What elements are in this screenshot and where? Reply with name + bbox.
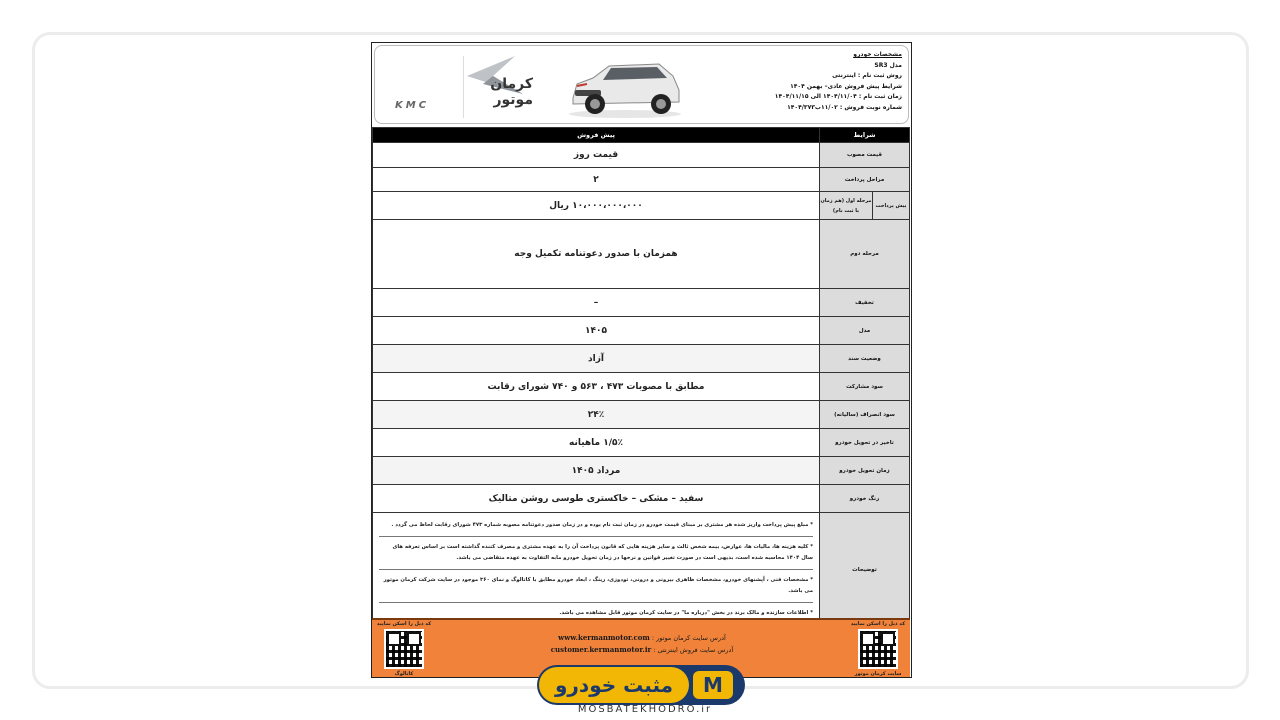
- row-label: تخفیف: [819, 289, 909, 317]
- conditions-table: [372, 127, 910, 627]
- table-header-row: [373, 128, 910, 143]
- website-url-link[interactable]: www.kermanmotor.com: [558, 633, 650, 642]
- table-row: [373, 192, 910, 220]
- row-value: آزاد: [373, 345, 820, 373]
- row-label: رنگ خودرو: [819, 485, 909, 513]
- car-image: [563, 56, 687, 120]
- row-value: –: [373, 289, 820, 317]
- row-value: ۲۴٪: [373, 401, 820, 429]
- kmc-logo-text: KMC: [395, 100, 430, 111]
- table-row: [373, 317, 910, 345]
- qr-caption-bottom: کاتالوگ: [394, 671, 414, 677]
- note-item: * مشخصات فنی ، آپشنهای خودرو، مشخصات ظاهری بیرونی و درونی، تودوزی، رینگ ، ابعاد خودرو مطابق با کاتالوگ و نمای ۳۶۰ موجود در سایت شرکت کرمان موتور می باشد.: [379, 570, 813, 603]
- row-label: مدل: [819, 317, 909, 345]
- table-row: [373, 457, 910, 485]
- note-item: * کلیه هزینه ها، مالیات ها، عوارض، بیمه شخص ثالث و سایر هزینه هایی که قانون پرداخت آن را به عهده مشتری و مصرف کننده گذاشته است بر اساس تعرفه های سال ۱۴۰۴ محاسبه شده است، بدیهی است در صورت تغییر قوانین و نرخها در زمان تحویل خودرو مابه التفاوت به عهده متقاضی می باشد.: [379, 537, 813, 570]
- table-row: [373, 168, 910, 192]
- notes-cell: [373, 513, 820, 627]
- vehicle-info-block: [774, 50, 902, 113]
- row-value: سفید – مشکی – خاکستری طوسی روشن متالیک: [373, 485, 820, 513]
- note-item: * مبلغ پیش پرداخت واریز شده هر مشتری بر مبنای قیمت خودرو در زمان ثبت نام بوده و در زمان صدور دعوتنامه مصوبه شماره ۴۷۳ شورای رقابت لحاظ می گردد .: [379, 515, 813, 537]
- table-row: [373, 143, 910, 168]
- table-row: [373, 289, 910, 317]
- sales-url-link[interactable]: customer.kermanmotor.ir: [550, 645, 652, 654]
- watermark-m-logo-icon: M: [693, 671, 733, 699]
- qr-code-catalog[interactable]: [384, 629, 424, 669]
- row-label: وضعیت سند: [819, 345, 909, 373]
- row-label: قیمت مصوب: [819, 143, 909, 168]
- conditions-line: شرایط پیش فروش عادی– بهمن ۱۴۰۴: [790, 82, 902, 90]
- row-label: مرحله اول (هم زمان با ثبت نام): [819, 192, 872, 220]
- info-title: مشخصات خودرو: [853, 51, 902, 58]
- watermark-url: MOSBATEKHODRO.ir: [577, 704, 713, 715]
- qr-caption-top: کد ذیل را اسکن نمایید: [850, 621, 906, 627]
- table-row: [373, 429, 910, 457]
- notes-label: توضیحات: [819, 513, 909, 627]
- row-value: ۱۰،۰۰۰،۰۰۰،۰۰۰ ریال: [373, 192, 820, 220]
- registration-time: زمان ثبت نام : ۱۴۰۴/۱۱/۰۴ الی ۱۴۰۴/۱۱/۱۵: [774, 93, 902, 100]
- table-row: [373, 485, 910, 513]
- qr-caption-top: کد ذیل را اسکن نمایید: [376, 621, 432, 627]
- registration-method: روش ثبت نام : اینترنتی: [832, 72, 902, 79]
- qr-catalog-block: [374, 621, 434, 677]
- row-label: سود مشارکت: [819, 373, 909, 401]
- row-label: مراحل پرداخت: [819, 168, 909, 192]
- document-header: [374, 45, 909, 124]
- sales-conditions-document: [371, 42, 912, 678]
- row-value: ۲: [373, 168, 820, 192]
- row-group-label: پیش پرداخت: [873, 192, 910, 220]
- row-value: مرداد ۱۴۰۵: [373, 457, 820, 485]
- website-label: آدرس سایت کرمان موتور :: [651, 634, 726, 642]
- row-value: ۱۴۰۵: [373, 317, 820, 345]
- row-label: سود انصراف (سالیانه): [819, 401, 909, 429]
- row-value: همزمان با صدور دعوتنامه تکمیل وجه: [373, 220, 820, 289]
- circular-number: شماره نوبت فروش : ۱۱/۰۲ب۱۴۰۴/۳۷۳: [787, 103, 902, 111]
- row-label: مرحله دوم: [819, 220, 909, 289]
- kmc-brand-logo: [383, 54, 533, 120]
- brand-separator: [463, 56, 464, 118]
- row-value: قیمت روز: [373, 143, 820, 168]
- row-label: تاخیر در تحویل خودرو: [819, 429, 909, 457]
- table-row: [373, 345, 910, 373]
- mosbatekhodro-watermark: [537, 665, 745, 705]
- header-presale: پیش فروش: [373, 128, 820, 143]
- row-value: مطابق با مصوبات ۴۷۳ ، ۵۶۳ و ۷۴۰ شورای رقابت: [373, 373, 820, 401]
- sales-address-line: [522, 644, 762, 656]
- brand-name-fa: کرمان موتور: [490, 76, 533, 108]
- qr-code-website[interactable]: [858, 629, 898, 669]
- website-address-line: [522, 632, 762, 644]
- model-line: مدل SR3: [874, 61, 902, 69]
- row-value: ۱/۵٪ ماهیانه: [373, 429, 820, 457]
- row-label: زمان تحویل خودرو: [819, 457, 909, 485]
- watermark-name: مثبت خودرو: [539, 667, 689, 703]
- sales-label: آدرس سایت فروش اینترنتی :: [653, 646, 734, 654]
- qr-website-block: [848, 621, 908, 677]
- table-row: [373, 373, 910, 401]
- table-row: [373, 220, 910, 289]
- header-conditions: شرایط: [819, 128, 909, 143]
- footer-addresses: [522, 632, 762, 656]
- table-row: [373, 401, 910, 429]
- notes-row: [373, 513, 910, 627]
- note-item: * اطلاعات سازنده و مالک برند در بخش "درباره ما" در سایت کرمان موتور قابل مشاهده می باشد.: [559, 610, 813, 616]
- qr-caption-bottom: سایت کرمان موتور: [854, 671, 902, 677]
